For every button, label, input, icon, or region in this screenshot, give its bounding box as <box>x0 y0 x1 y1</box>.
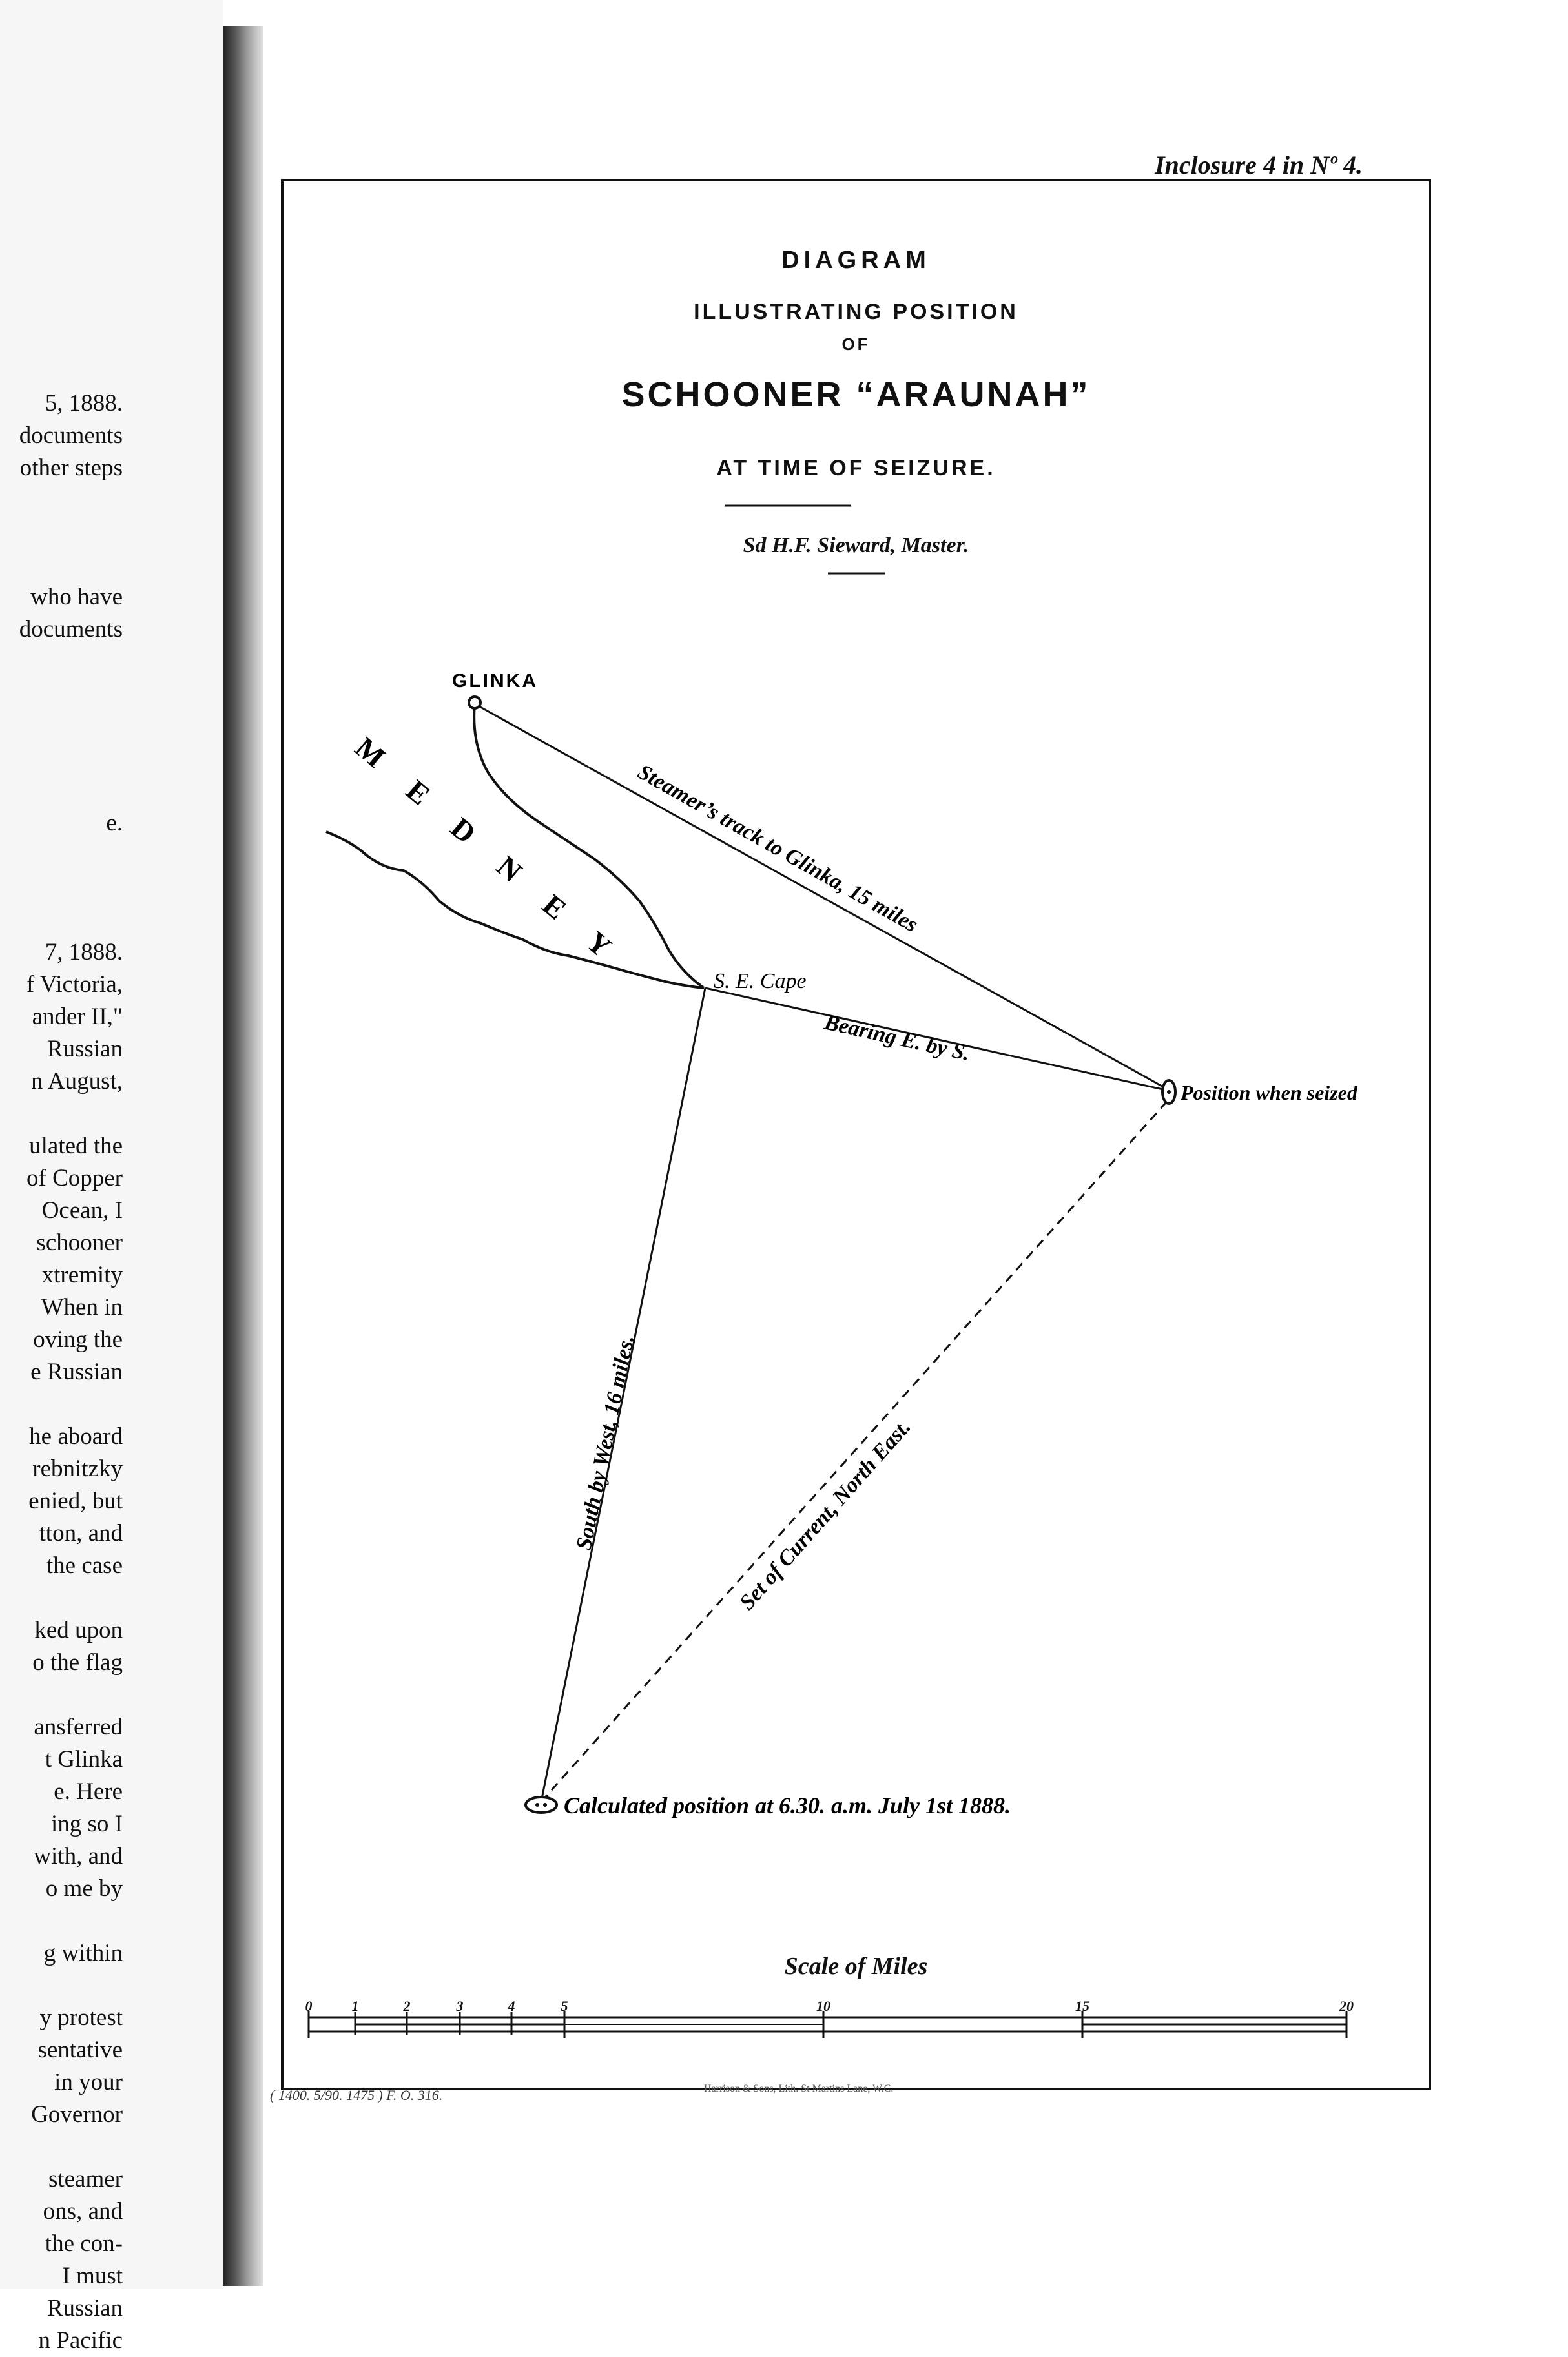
scale-label: Scale of Miles <box>784 1953 928 1980</box>
signature-line: Sd H.F. Sieward, Master. <box>743 533 969 557</box>
left-page-line: xtremity <box>41 1262 123 1288</box>
printer-imprint: Harrison & Sons, Lith. St Martins Lane, W.C. <box>704 2083 894 2094</box>
inclosure-label: Inclosure 4 in Nº 4. <box>1155 150 1363 180</box>
bearing-label: Bearing E. by S. <box>822 1010 973 1066</box>
scale-tick-label: 3 <box>456 1998 464 2014</box>
left-page-line: documents <box>19 616 123 643</box>
se-cape-label: S. E. Cape <box>714 969 807 993</box>
left-page-line: steamer <box>48 2166 123 2192</box>
scale-tick-label: 10 <box>816 1998 830 2014</box>
title-schooner-name: SCHOONER “ARAUNAH” <box>621 375 1091 414</box>
calculated-position-label: Calculated position at 6.30. a.m. July 1st 1888. <box>564 1793 1011 1818</box>
calculated-position-dot-a <box>535 1803 539 1807</box>
left-page-line: y protest <box>39 2004 123 2031</box>
scale-tick-label: 4 <box>508 1998 515 2014</box>
left-page-line: I must <box>62 2263 123 2289</box>
left-page-line: ander II," <box>32 1004 123 1030</box>
left-page-line: sentative <box>37 2037 123 2063</box>
glinka-marker <box>469 697 480 708</box>
left-page-line: o me by <box>45 1875 123 1902</box>
left-page-line: Russian <box>46 1036 123 1062</box>
left-page-line: e. <box>106 810 123 836</box>
scale-tick-label: 20 <box>1339 1998 1354 2014</box>
scale-tick-label: 2 <box>403 1998 411 2014</box>
left-page-line: tton, and <box>39 1520 123 1547</box>
south-by-west-label: South by West, 16 miles. <box>572 1333 639 1552</box>
scale-bar <box>309 2011 1346 2038</box>
steamer-track-label: Steamer’s track to Glinka, 15 miles <box>634 759 922 938</box>
scale-tick-label: 0 <box>305 1998 313 2014</box>
left-page-line: 7, 1888. <box>45 939 123 965</box>
position-seized-label: Position when seized <box>1181 1081 1357 1104</box>
left-page-line: e Russian <box>30 1359 123 1385</box>
left-page-line: ulated the <box>29 1133 123 1159</box>
left-page-line: who have <box>30 584 123 610</box>
left-page-line: g within <box>43 1940 123 1966</box>
calculated-position-dot-b <box>543 1803 547 1807</box>
calculated-position-marker <box>526 1797 557 1813</box>
print-reference: ( 1400. 5/90. 1475 ) F. O. 316. <box>270 2087 443 2103</box>
left-page-line: other steps <box>19 455 123 481</box>
left-page-line: t Glinka <box>45 1746 123 1773</box>
left-page-line: Ocean, I <box>41 1197 123 1224</box>
scale-tick-label: 15 <box>1075 1998 1089 2014</box>
left-page-line: f Victoria, <box>26 971 123 998</box>
set-of-current-line <box>541 1098 1170 1802</box>
left-page-line: the con- <box>45 2230 123 2257</box>
title-diagram: DIAGRAM <box>781 247 931 274</box>
left-page-line: ansferred <box>34 1714 123 1740</box>
left-page-line: rebnitzky <box>32 1456 123 1482</box>
steamer-track-line <box>475 704 1169 1090</box>
title-illustrating-position: ILLUSTRATING POSITION <box>694 300 1018 324</box>
left-page-line: e. Here <box>54 1778 123 1805</box>
left-page-line: the case <box>46 1552 123 1579</box>
left-page-line: ked upon <box>34 1617 123 1643</box>
glinka-label: GLINKA <box>452 670 538 692</box>
left-page-line: oving the <box>33 1326 123 1353</box>
position-seized-dot <box>1167 1090 1171 1094</box>
title-of: OF <box>841 335 871 354</box>
left-page-line: he aboard <box>29 1423 123 1450</box>
left-page-line: Governor <box>31 2101 123 2128</box>
left-page-line: When in <box>41 1294 123 1321</box>
title-at-time-of-seizure: AT TIME OF SEIZURE. <box>716 456 996 480</box>
scale-tick-label: 5 <box>561 1998 568 2014</box>
left-page-line: n Pacific <box>38 2327 123 2354</box>
left-page-line: enied, but <box>28 1488 123 1514</box>
left-page-line: ing so I <box>51 1811 123 1837</box>
left-page-line: schooner <box>36 1230 123 1256</box>
left-page-line: o the flag <box>32 1649 123 1676</box>
left-page-line: of Copper <box>26 1165 123 1191</box>
left-page-line: n August, <box>31 1068 123 1095</box>
left-page-line: Russian <box>46 2295 123 2321</box>
scale-tick-label: 1 <box>351 1998 359 2014</box>
set-of-current-label: Set of Current, North East. <box>735 1415 916 1615</box>
left-page-line: ons, and <box>43 2198 123 2225</box>
left-page-line: with, and <box>34 1843 123 1869</box>
left-page-line: 5, 1888. <box>45 390 123 417</box>
left-page-line: documents <box>19 422 123 449</box>
medney-label: M E D N E Y <box>349 730 630 974</box>
left-page-line: in your <box>54 2069 123 2095</box>
